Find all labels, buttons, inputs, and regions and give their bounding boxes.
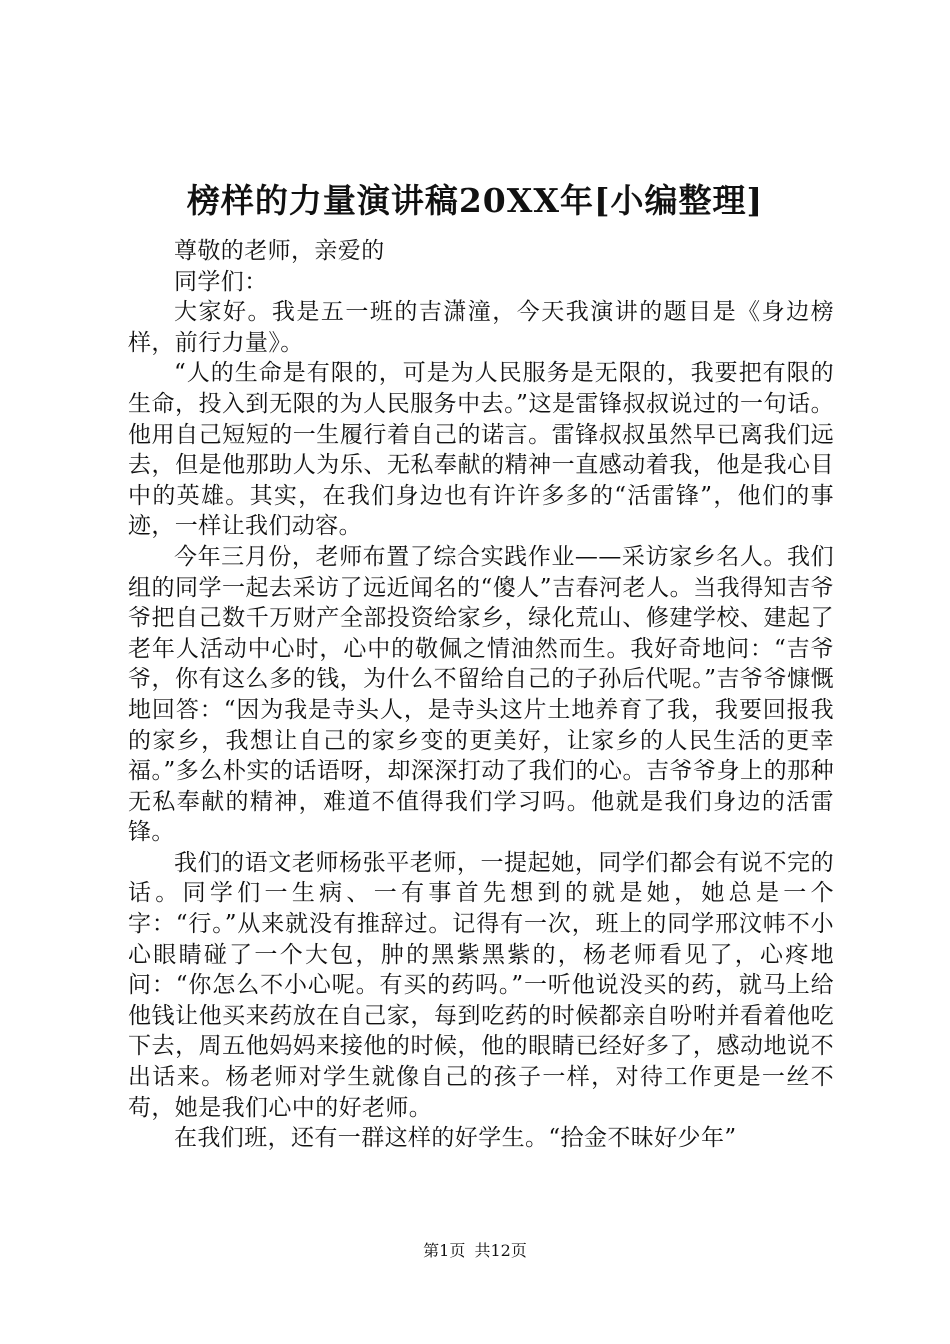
- page-footer: [0, 1240, 950, 1262]
- document-title: 榜样的力量演讲稿20XX年[小编整理]: [186, 181, 764, 220]
- salutation-line-2: 同学们：: [174, 268, 268, 295]
- paragraph-lei-feng-quote: “人的生命是有限的，可是为人民服务是无限的，我要把有限的生命，投入到无限的为人民服务中去。”这是雷锋叔叔说过的一句话。他用自己短短的一生履行着自己的诺言。雷锋叔叔虽然早已离我们远去，但是他那助人为乐、无私奉献的精神一直感动着我，他是我心目中的英雄。其实，在我们身边也有许许多多的“活雷锋”，他们的事迹，一样让我们动容。: [128, 360, 834, 540]
- paragraph-teacher-yang: 我们的语文老师杨张平老师，一提起她，同学们都会有说不完的话。同学们一生病、一有事首先想到的就是她，她总是一个字：“行。”从来就没有推辞过。记得有一次，班上的同学邢汶帏不小心眼睛碰了一个大包，肿的黑紫黑紫的，杨老师看见了，心疼地问：“你怎么不小心呢。有买的药吗。”一听他说没买的药，就马上给他钱让他买来药放在自己家，每到吃药的时候都亲自吩咐并看着他吃下去，周五他妈妈来接他的时候，他的眼睛已经好多了，感动地说不出话来。杨老师对学生就像自己的孩子一样，对待工作更是一丝不苟，她是我们心中的好老师。: [128, 849, 834, 1121]
- paragraph-ji-chunhe: 今年三月份，老师布置了综合实践作业——采访家乡名人。我们组的同学一起去采访了远近闻名的“傻人”吉春河老人。当我得知吉爷爷把自己数千万财产全部投资给家乡，绿化荒山、修建学校、建起了老年人活动中心时，心中的敬佩之情油然而生。我好奇地问：“吉爷爷，你有这么多的钱，为什么不留给自己的子孙后代呢。”吉爷爷慷慨地回答：“因为我是寺头人，是寺头这片土地养育了我，我要回报我的家乡，我想让自己的家乡变的更美好，让家乡的人民生活的更幸福。”多么朴实的话语呀，却深深打动了我们的心。吉爷爷身上的那种无私奉献的精神，难道不值得我们学习吗。他就是我们身边的活雷锋。: [128, 543, 834, 846]
- paragraph-good-students: 在我们班，还有一群这样的好学生。“拾金不昧好少年”: [174, 1125, 737, 1152]
- salutation-line-1: 尊敬的老师，亲爱的: [174, 238, 385, 264]
- page-number: 第1页: [423, 1241, 466, 1260]
- document-body: [128, 236, 834, 1154]
- paragraph-intro: 大家好。我是五一班的吉潇潼，今天我演讲的题目是《身边榜样，前行力量》。: [128, 299, 834, 356]
- page-total: 共12页: [474, 1241, 527, 1260]
